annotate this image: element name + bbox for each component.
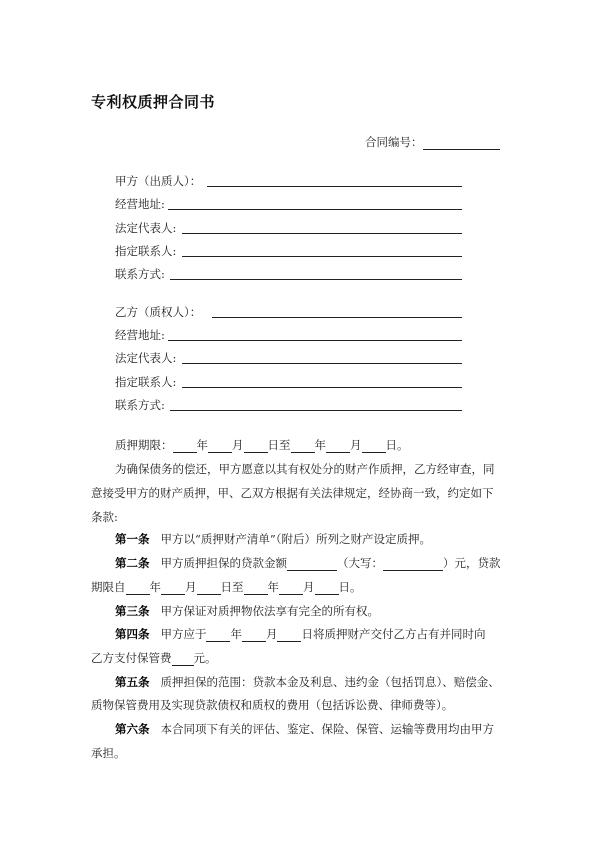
loan-end-year-field[interactable]	[244, 581, 268, 595]
party-a-contact-field[interactable]	[170, 266, 462, 280]
article-5-line-2: 质物保管费用及实现贷款债权和质权的费用（包括诉讼费、律师费等）。	[91, 698, 454, 712]
party-a-contact-person-field[interactable]	[182, 243, 462, 257]
article-6-line-1: 本合同项下有关的评估、鉴定、保险、保管、运输等费用均由甲方	[160, 722, 494, 736]
article-1-title: 第一条	[115, 532, 150, 546]
intro-line-1: 为确保债务的偿还，甲方愿意以其有权处分的财产作质押，乙方经审查，同	[115, 462, 495, 476]
party-b-contact-label: 联系方式:	[115, 398, 165, 412]
party-b-name-row	[115, 304, 201, 320]
party-b-address-label: 经营地址:	[115, 328, 165, 342]
loan-start-day-field[interactable]	[197, 581, 221, 595]
term-month-label: 月	[232, 438, 244, 452]
loan-year-label: 年	[149, 580, 161, 594]
article-2	[115, 555, 500, 571]
article-2-period	[91, 579, 362, 595]
term-start-year-field[interactable]	[173, 439, 197, 453]
article-3-text: 甲方保证对质押物依法享有完全的所有权。	[160, 604, 379, 618]
article-2-text-1: 甲方质押担保的贷款金额	[160, 556, 287, 570]
loan-end-year-label: 年	[267, 580, 279, 594]
party-b-contact-person-row	[115, 374, 176, 390]
article-5-line-1: 质押担保的范围：贷款本金及利息、违约金（包括罚息）、赔偿金、	[160, 675, 500, 689]
party-a-legal-rep-field[interactable]	[182, 220, 462, 234]
contract-number-field[interactable]	[423, 136, 500, 150]
delivery-year-field[interactable]	[206, 628, 230, 642]
loan-day-end-label: 日。	[338, 580, 362, 594]
party-a-contact-person-row	[115, 243, 176, 259]
term-end-year-field[interactable]	[291, 439, 315, 453]
party-b-contact-person-label: 指定联系人:	[115, 375, 177, 389]
party-a-name-label: 甲方（出质人）：	[115, 174, 202, 188]
party-b-contact-row	[115, 397, 165, 413]
term-day-end-label: 日。	[385, 438, 409, 452]
pledge-term	[115, 437, 409, 453]
party-a-name-field[interactable]	[207, 173, 462, 187]
loan-month-label: 月	[185, 580, 197, 594]
article-2-text-2: （大写：	[336, 556, 383, 570]
delivery-month-field[interactable]	[242, 628, 266, 642]
contract-number	[365, 134, 500, 150]
term-end-year-label: 年	[314, 438, 326, 452]
party-a-name-row	[115, 173, 201, 189]
term-year-label: 年	[196, 438, 208, 452]
party-b-legal-rep-field[interactable]	[182, 350, 462, 364]
article-6-line-2: 承担。	[91, 746, 126, 760]
term-start-month-field[interactable]	[208, 439, 232, 453]
term-end-month-field[interactable]	[326, 439, 350, 453]
article-3	[115, 603, 379, 619]
article-4-text-1: 甲方应于	[160, 627, 207, 641]
article-5	[115, 674, 500, 690]
contract-number-label: 合同编号：	[365, 135, 423, 149]
article-1-text: 甲方以“质押财产清单”（附后）所列之财产设定质押。	[160, 532, 431, 546]
party-b-address-field[interactable]	[168, 327, 462, 341]
article-1	[115, 531, 431, 547]
article-4-title: 第四条	[115, 627, 150, 641]
delivery-day-field[interactable]	[277, 628, 301, 642]
article-4	[115, 626, 485, 642]
term-start-day-field[interactable]	[244, 439, 268, 453]
party-a-contact-person-label: 指定联系人:	[115, 244, 177, 258]
party-b-legal-rep-row	[115, 350, 176, 366]
loan-start-month-field[interactable]	[161, 581, 185, 595]
intro-line-3: 条款:	[91, 510, 118, 524]
article-4-fee	[91, 650, 217, 666]
party-a-address-row	[115, 196, 165, 212]
article-2-text-3: ）元，贷款	[442, 556, 501, 570]
article-2-title: 第二条	[115, 556, 150, 570]
article-6-title: 第六条	[115, 722, 150, 736]
article-4-text-2: 日将质押财产交付乙方占有并同时向	[301, 627, 486, 641]
party-a-address-label: 经营地址:	[115, 197, 165, 211]
article-4-text-4: 元。	[193, 651, 217, 665]
party-b-address-row	[115, 327, 165, 343]
party-a-contact-row	[115, 266, 165, 282]
article-5-title: 第五条	[115, 675, 150, 689]
term-end-day-field[interactable]	[362, 439, 386, 453]
term-day-to-label: 日至	[267, 438, 291, 452]
loan-start-year-field[interactable]	[126, 581, 150, 595]
custody-fee-field[interactable]	[172, 652, 194, 666]
intro-line-2: 意接受甲方的财产质押，甲、乙双方根据有关法律规定，经协商一致，约定如下	[91, 486, 494, 500]
loan-amount-field[interactable]	[287, 557, 337, 571]
loan-end-month-label: 月	[303, 580, 315, 594]
article-6	[115, 721, 494, 737]
party-b-contact-person-field[interactable]	[182, 374, 462, 388]
pledge-term-label: 质押期限：	[115, 438, 173, 452]
party-a-address-field[interactable]	[168, 196, 462, 210]
loan-end-day-field[interactable]	[315, 581, 339, 595]
loan-amount-words-field[interactable]	[383, 557, 443, 571]
page-title: 专利权质押合同书	[91, 93, 216, 111]
delivery-year-label: 年	[230, 627, 242, 641]
party-b-name-label: 乙方（质权人）：	[115, 305, 202, 319]
article-3-title: 第三条	[115, 604, 150, 618]
party-b-name-field[interactable]	[212, 304, 462, 318]
party-a-contact-label: 联系方式:	[115, 267, 165, 281]
party-b-contact-field[interactable]	[170, 397, 462, 411]
party-a-legal-rep-label: 法定代表人:	[115, 221, 177, 235]
loan-end-month-field[interactable]	[279, 581, 303, 595]
loan-day-to-label: 日至	[220, 580, 244, 594]
party-a-legal-rep-row	[115, 220, 176, 236]
term-end-month-label: 月	[350, 438, 362, 452]
article-4-text-3: 乙方支付保管费	[91, 651, 172, 665]
delivery-month-label: 月	[265, 627, 278, 641]
party-b-legal-rep-label: 法定代表人:	[115, 351, 177, 365]
article-2-period-label: 期限自	[91, 580, 126, 594]
